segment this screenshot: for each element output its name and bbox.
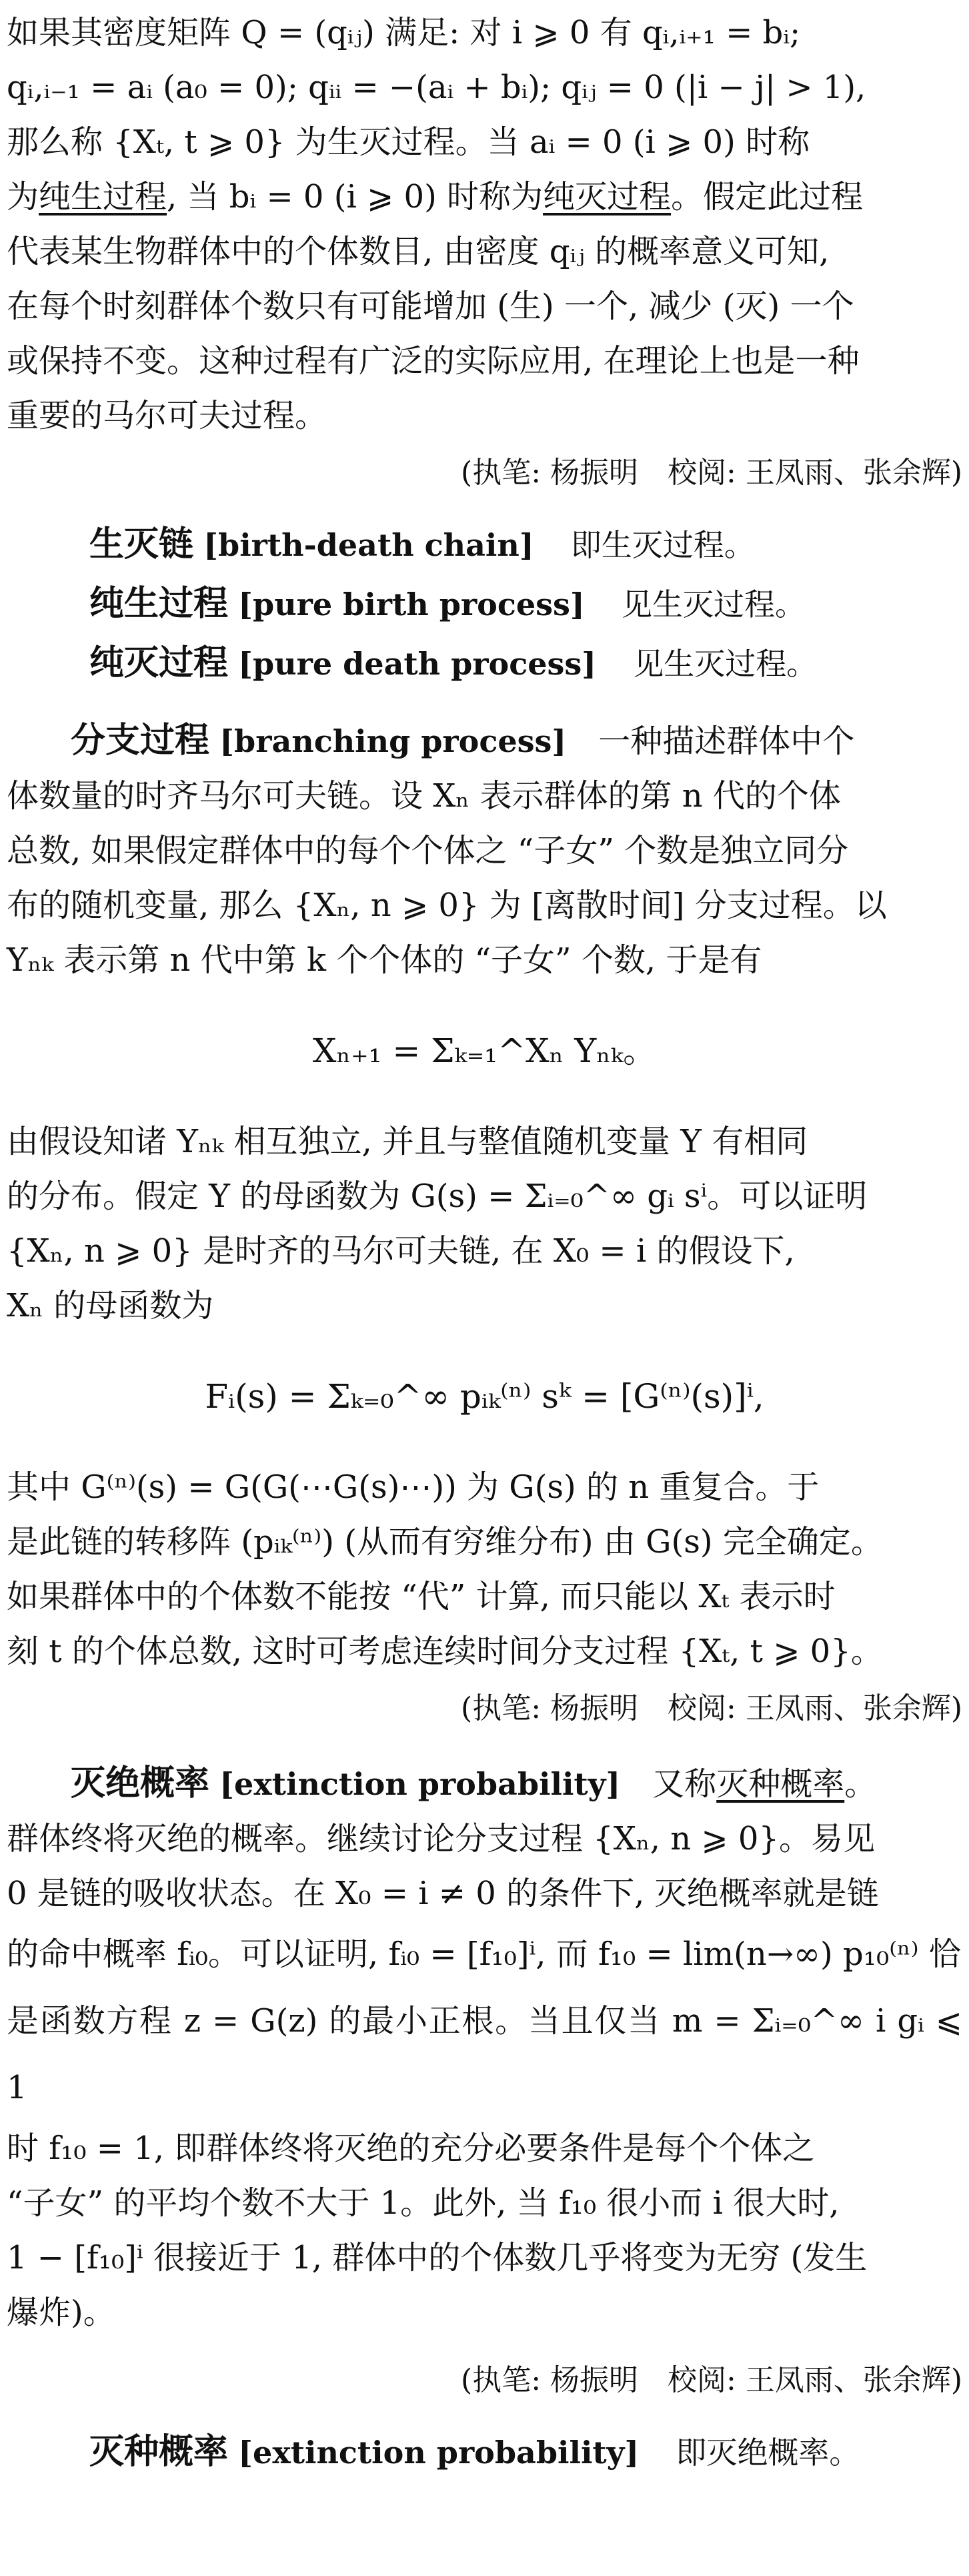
text-fragment: 为 [7, 178, 39, 216]
text-line: 如果其密度矩阵 Q = (qᵢⱼ) 满足: 对 i ⩾ 0 有 qᵢ,ᵢ₊₁ = bᵢ; [7, 14, 801, 51]
entry-head: 纯灭过程 [89, 643, 229, 683]
text-line: 的命中概率 fᵢ₀。可以证明, fᵢ₀ = [f₁₀]ⁱ, 而 f₁₀ = lim(n→∞) p₁₀⁽ⁿ⁾ 恰 [7, 1936, 961, 1973]
term-pure-death: 纯灭过程 [543, 178, 672, 216]
text-line: 在每个时刻群体个数只有可能增加 (生) 一个, 减少 (灭) 一个 [7, 288, 854, 325]
entry-definition: 见生灭过程。 [621, 586, 806, 622]
text-line: 0 是链的吸收状态。在 X₀ = i ≠ 0 的条件下, 灭绝概率就是链 [7, 1875, 879, 1912]
text-line: 那么称 {Xₜ, t ⩾ 0} 为生灭过程。当 aᵢ = 0 (i ⩾ 0) 时称 [7, 123, 810, 161]
entry-english: [pure birth process] [238, 586, 585, 622]
text-fragment: 一种描述群体中个 [598, 723, 855, 760]
text-fragment: 。 [844, 1765, 877, 1803]
text-line: 如果群体中的个体数不能按 “代” 计算, 而只能以 Xₜ 表示时 [7, 1578, 836, 1615]
entry-head: 灭绝概率 [71, 1763, 210, 1803]
text-line [7, 708, 962, 769]
text-line: 是函数方程 z = G(z) 的最小正根。当且仅当 m = Σᵢ₌₀^∞ i gᵢ ⩽ 1 [7, 2002, 962, 2106]
text-line [7, 169, 962, 224]
text-line: 是此链的转移阵 (pᵢₖ⁽ⁿ⁾) (从而有穷维分布) 由 G(s) 完全确定。 [7, 1523, 883, 1561]
paragraph-birth-death [7, 0, 962, 443]
entry-head: 纯生过程 [89, 584, 229, 624]
text-fragment: 。假定此过程 [671, 178, 864, 216]
text-line: 的分布。假定 Y 的母函数为 G(s) = Σᵢ₌₀^∞ gᵢ sⁱ。可以证明 [7, 1178, 868, 1215]
text-line: 1 − [f₁₀]ⁱ 很接近于 1, 群体中的个体数几乎将变为无穷 (发生 [7, 2239, 868, 2276]
text-line: 布的随机变量, 那么 {Xₙ, n ⩾ 0} 为 [离散时间] 分支过程。以 [7, 887, 887, 924]
text-line: 总数, 如果假定群体中的每个个体之 “子女” 个数是独立同分 [7, 832, 849, 869]
text-line: qᵢ,ᵢ₋₁ = aᵢ (a₀ = 0); qᵢᵢ = −(aᵢ + bᵢ); qᵢⱼ = 0 (|i − j| > 1), [7, 69, 866, 106]
text-line: Xₙ 的母函数为 [7, 1287, 214, 1324]
text-line [7, 1751, 962, 1811]
text-line: “子女” 的平均个数不大于 1。此外, 当 f₁₀ 很小而 i 很大时, [7, 2184, 840, 2222]
term-pure-birth: 纯生过程 [39, 178, 167, 216]
entry-pure-birth [7, 574, 962, 634]
text-line: 爆炸)。 [7, 2294, 115, 2331]
entry-extinction-probability [7, 1751, 962, 2340]
entry-definition: 即灭绝概率。 [676, 2435, 860, 2471]
entry-extinction-alt [7, 2423, 962, 2482]
entry-english: [branching process] [219, 723, 567, 759]
entry-head: 分支过程 [71, 721, 210, 761]
text-fragment: , 当 bᵢ = 0 (i ⩾ 0) 时称为 [167, 178, 544, 216]
entry-branching-process [7, 708, 962, 1679]
byline: (执笔: 杨振明 校阅: 王凤雨、张余辉) [461, 1691, 962, 1725]
text-line: Yₙₖ 表示第 n 代中第 k 个个体的 “子女” 个数, 于是有 [7, 941, 762, 979]
text-line: 重要的马尔可夫过程。 [7, 397, 327, 434]
entry-definition: 即生灭过程。 [570, 527, 755, 563]
equation-generating-function: Fᵢ(s) = Σₖ₌₀^∞ pᵢₖ⁽ⁿ⁾ sᵏ = [G⁽ⁿ⁾(s)]ⁱ, [205, 1377, 764, 1416]
entry-head: 生灭链 [89, 524, 194, 564]
term-extinction-alt: 灭种概率 [716, 1765, 845, 1803]
entry-english: [extinction probability] [238, 2435, 640, 2471]
equation-x-recursion: Xₙ₊₁ = Σₖ₌₁^Xₙ Yₙₖ。 [312, 1031, 657, 1070]
text-line: {Xₙ, n ⩾ 0} 是时齐的马尔可夫链, 在 X₀ = i 的假设下, [7, 1232, 795, 1270]
byline: (执笔: 杨振明 校阅: 王凤雨、张余辉) [461, 2363, 962, 2397]
text-line: 群体终将灭绝的概率。继续讨论分支过程 {Xₙ, n ⩾ 0}。易见 [7, 1820, 875, 1857]
entry-birth-death-chain [7, 515, 962, 574]
short-entries [7, 515, 962, 693]
entry-english: [extinction probability] [219, 1766, 621, 1802]
text-line: 体数量的时齐马尔可夫链。设 Xₙ 表示群体的第 n 代的个体 [7, 777, 841, 815]
text-line: 时 f₁₀ = 1, 即群体终将灭绝的充分必要条件是每个个体之 [7, 2130, 815, 2167]
text-line: 由假设知诸 Yₙₖ 相互独立, 并且与整值随机变量 Y 有相同 [7, 1123, 808, 1160]
text-fragment: 又称 [652, 1765, 717, 1803]
text-line: 其中 G⁽ⁿ⁾(s) = G(G(⋯G(s)⋯)) 为 G(s) 的 n 重复合。于 [7, 1468, 820, 1506]
entry-pure-death [7, 634, 962, 693]
text-line: 刻 t 的个体总数, 这时可考虑连续时间分支过程 {Xₜ, t ⩾ 0}。 [7, 1633, 883, 1670]
entry-head: 灭种概率 [89, 2432, 229, 2472]
text-line: 或保持不变。这种过程有广泛的实际应用, 在理论上也是一种 [7, 342, 860, 380]
entry-english: [birth-death chain] [203, 527, 534, 563]
entry-english: [pure death process] [238, 646, 597, 682]
byline: (执笔: 杨振明 校阅: 王凤雨、张余辉) [461, 456, 962, 490]
entry-definition: 见生灭过程。 [633, 646, 818, 682]
text-line: 代表某生物群体中的个体数目, 由密度 qᵢⱼ 的概率意义可知, [7, 233, 830, 270]
